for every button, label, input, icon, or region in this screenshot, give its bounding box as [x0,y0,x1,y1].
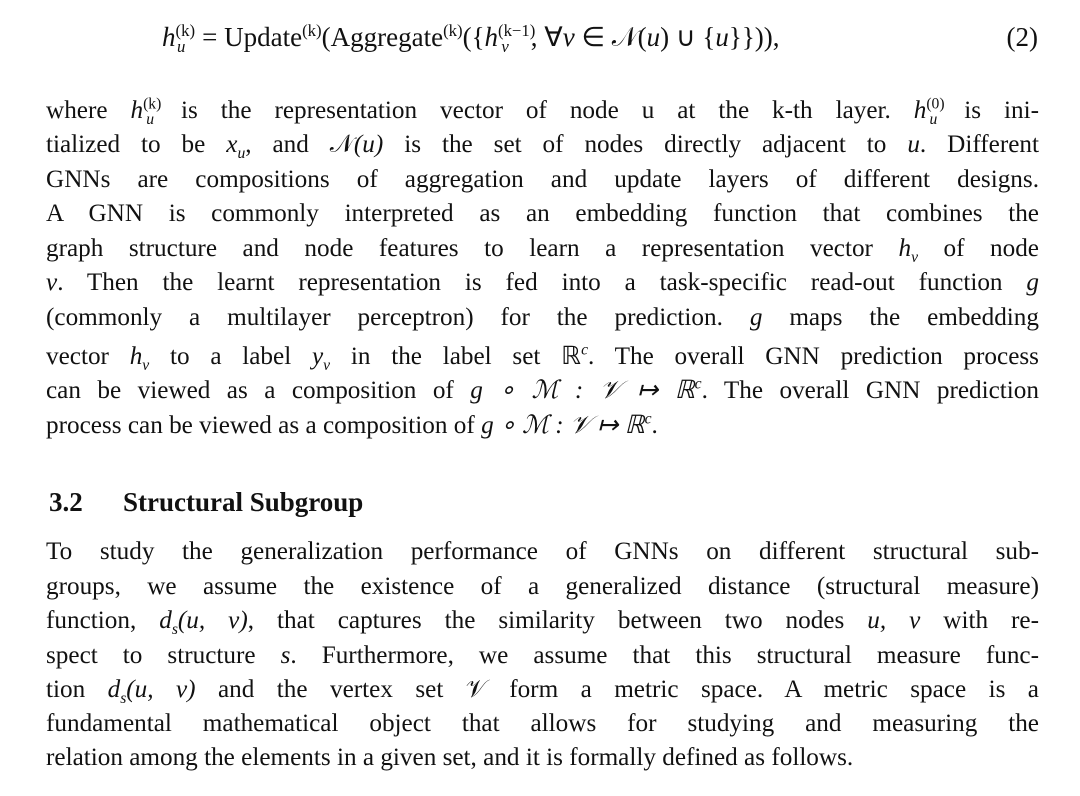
equation-body [162,21,780,57]
math-h: h [129,343,143,370]
text: fundamental mathematical object that allows for studying and measuring the [46,710,1039,737]
paragraph-2-line-1 [46,536,1039,568]
math-sub: v [911,249,918,267]
paragraph-2-line-2 [46,571,1039,603]
eq-neighborhood: 𝒩 [611,22,638,52]
math-composition: g ∘ ℳ : 𝒱 ↦ ℝ [470,377,695,404]
math-sub: v [142,357,150,375]
math-u: (u) [353,131,384,158]
paragraph-1-line-1 [46,95,1039,127]
math-d: d [159,607,172,634]
text: , that captures the similarity between two nodes [247,607,868,634]
section-heading [49,487,363,518]
math-vertex-set: 𝒱 [465,676,487,703]
paragraph-2-line-6 [46,708,1039,740]
math-sub: u [146,111,155,129]
text: is ini- [941,97,1040,124]
math-uv: (u, v) [126,676,196,703]
text: in the label set ℝ [330,343,582,370]
section-title: Structural Subgroup [123,487,364,517]
math-sup: c [694,375,702,393]
text: A GNN is commonly interpreted as an embedding function that combines the [46,200,1039,227]
text: vector [46,343,130,370]
eq-sub: u [177,37,186,57]
text: . Different [919,131,1039,158]
eq-u: u [646,22,661,52]
text: tialized to be [46,131,227,158]
paragraph-2-line-4 [46,640,1039,672]
math-d: d [107,676,121,703]
eq-sup: (k) [302,21,322,40]
text: form a metric space. A metric space is a [486,676,1039,703]
paragraph-1-line-3 [46,164,1039,196]
math-sub: u [929,111,938,129]
eq-v: v [562,22,575,52]
text: tion [46,676,108,703]
text: (commonly a multilayer perceptron) for the prediction. [46,304,750,331]
eq-sup: (k−1) [498,21,536,40]
text: where [46,97,131,124]
eq-h: h [162,22,176,52]
paragraph-1-line-10 [46,410,1039,442]
equation-number: (2) [1006,22,1038,52]
paragraph-1-line-7 [46,302,1039,334]
eq-close: }})), [728,22,780,52]
paragraph-1-line-5 [46,233,1039,265]
math-sub: s [120,690,127,708]
math-sup: (k) [143,95,162,113]
math-u: u [907,131,920,158]
paragraph-1-line-8 [46,341,1039,373]
paragraph-1-line-9 [46,375,1039,407]
math-v: v [46,269,58,296]
text: To study the generalization performance of GNNs on different structural sub- [46,538,1039,565]
paragraph-2-line-7 [46,742,1039,774]
equation-2 [162,22,1042,62]
math-uv: (u, v) [177,607,248,634]
eq-sup: (k) [175,21,196,40]
text: function, [46,607,160,634]
text: process can be viewed as a composition of [46,412,482,439]
text: , and [245,131,330,158]
paragraph-1-line-6 [46,267,1039,299]
eq-u: u [715,22,729,52]
text: . Furthermore, we assume that this structural measure func- [290,642,1039,669]
eq-sub: v [501,37,509,57]
text: groups, we assume the existence of a generalized distance (structural measure) [46,573,1039,600]
eq-h: h [484,22,499,52]
text: and the vertex set [195,676,466,703]
text: GNNs are compositions of aggregation and update layers of different designs. [46,166,1039,193]
text: . The overall GNN prediction process [588,343,1039,370]
math-neighborhood: 𝒩 [329,131,354,158]
paragraph-1-line-2 [46,129,1039,161]
paragraph-1-line-4 [46,198,1039,230]
text: of node [918,235,1039,262]
math-sub: u [237,145,246,163]
math-composition: g ∘ ℳ : 𝒱 ↦ ℝ [481,412,645,439]
text: to a label [149,343,312,370]
math-sup: c [644,410,652,428]
math-g: g [749,304,763,331]
eq-update: Update [224,22,303,52]
math-h: h [913,97,927,124]
math-sub: v [323,357,331,375]
math-g: g [1026,269,1039,296]
text: . The overall GNN prediction [701,377,1039,404]
eq-aggregate: Aggregate [330,22,444,52]
eq-paren: ( [321,22,331,52]
text: is the representation vector of node u at the k-th layer. [158,97,914,124]
math-y: y [311,343,324,370]
eq-open: ({ [462,22,485,52]
math-x: x [226,131,238,158]
math-sup: (0) [926,95,945,113]
text: can be viewed as a composition of [46,377,471,404]
text: spect to structure [46,642,281,669]
math-sup: c [581,341,589,359]
math-uv: u, v [867,607,921,634]
text: is the set of nodes directly adjacent to [383,131,908,158]
text: . [651,412,658,439]
text: . Then the learnt representation is fed into a task-specific read-out function [57,269,1027,296]
section-number: 3.2 [49,487,83,517]
eq-nu: ( [637,22,647,52]
text: graph structure and node features to learn a representation vector [46,235,899,262]
math-s: s [280,642,291,669]
math-sub: s [171,621,178,639]
eq-forall: , ∀ [530,22,563,52]
text: with re- [920,607,1039,634]
eq-sup: (k) [443,21,463,40]
eq-in: ∈ [574,22,612,52]
math-h: h [898,235,912,262]
text: maps the embedding [762,304,1039,331]
paragraph-2-line-5 [46,674,1039,706]
text: relation among the elements in a given set, and it is formally defined as follows. [46,744,854,771]
math-h: h [130,97,144,124]
eq-equals: = [202,22,218,52]
eq-union: ) ∪ { [660,22,716,52]
paragraph-2-line-3 [46,605,1039,637]
